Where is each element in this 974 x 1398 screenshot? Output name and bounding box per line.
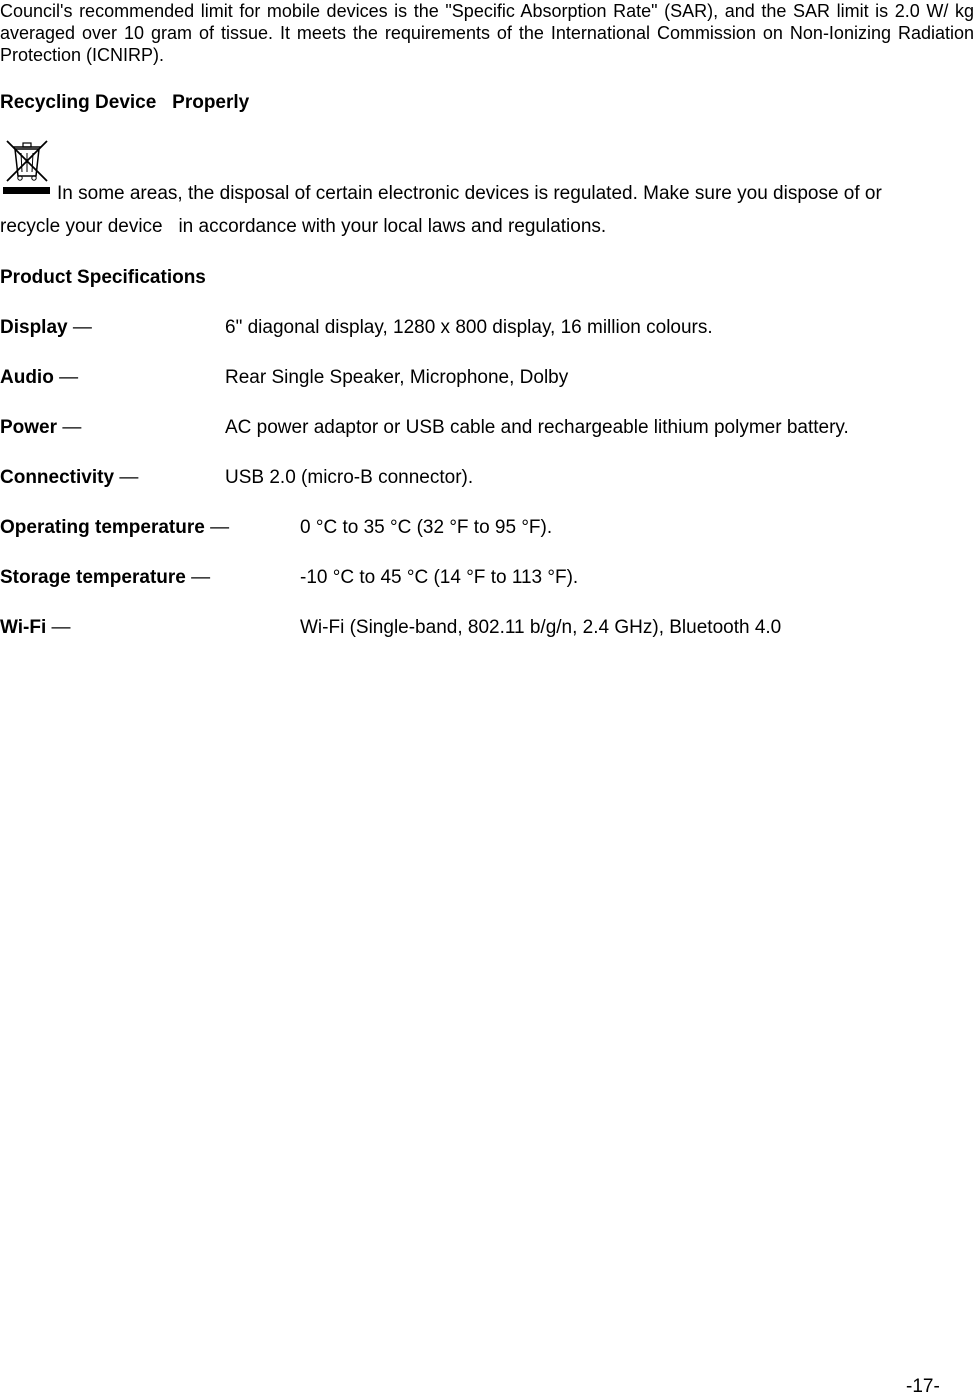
spec-label-text: Storage temperature (0, 567, 186, 588)
specifications-heading: Product Specifications (0, 267, 206, 288)
spec-label-text: Audio (0, 367, 54, 388)
spec-row-connectivity (0, 467, 974, 491)
spec-row-power (0, 417, 974, 441)
spec-separator: — (191, 567, 211, 588)
recycling-heading: Recycling Device Properly (0, 92, 250, 113)
spec-value: AC power adaptor or USB cable and rechargeable lithium polymer battery. (225, 417, 849, 438)
spec-label-text: Power (0, 417, 58, 438)
spec-label (0, 517, 229, 539)
spec-value: -10 °C to 45 °C (14 °F to 113 °F). (300, 567, 579, 588)
spec-label-text: Wi-Fi (0, 617, 47, 638)
spec-row-audio (0, 367, 974, 391)
spec-value: USB 2.0 (micro-B connector). (225, 467, 474, 488)
spec-separator: — (210, 517, 230, 538)
sar-paragraph: Council's recommended limit for mobile devices is the "Specific Absorption Rate" (SAR), and the SAR limit is 2.0 W/ kg averaged over 10 gram of tissue. It meets the requirements of the International Commission on Non-Ionizing Radiation Protection (ICNIRP). (0, 1, 974, 65)
spec-separator: — (51, 617, 71, 638)
recycling-text-line-1: In some areas, the disposal of certain electronic devices is regulated. Make sure you dispose of or (57, 183, 882, 204)
spec-separator: — (119, 467, 139, 488)
spec-label (0, 467, 138, 489)
spec-value: Rear Single Speaker, Microphone, Dolby (225, 367, 569, 388)
spec-row-display (0, 317, 974, 341)
spec-label-text: Operating temperature (0, 517, 205, 538)
spec-separator: — (59, 367, 79, 388)
spec-label (0, 367, 78, 389)
spec-label-text: Connectivity (0, 467, 115, 488)
weee-crossed-bin-icon (3, 138, 51, 196)
spec-separator: — (62, 417, 82, 438)
spec-row-operating-temperature (0, 517, 974, 541)
spec-label-text: Display (0, 317, 68, 338)
page-number: -17- (906, 1376, 940, 1397)
spec-separator: — (72, 317, 92, 338)
spec-row-wifi (0, 617, 974, 641)
spec-value: 0 °C to 35 °C (32 °F to 95 °F). (300, 517, 553, 538)
spec-label (0, 617, 71, 639)
spec-label (0, 567, 210, 589)
spec-label (0, 317, 92, 339)
spec-row-storage-temperature (0, 567, 974, 591)
spec-label (0, 417, 81, 439)
recycling-text-line-2: recycle your device in accordance with your local laws and regulations. (0, 216, 607, 237)
spec-value: Wi-Fi (Single-band, 802.11 b/g/n, 2.4 GHz), Bluetooth 4.0 (300, 617, 782, 638)
spec-value: 6" diagonal display, 1280 x 800 display, 16 million colours. (225, 317, 713, 338)
